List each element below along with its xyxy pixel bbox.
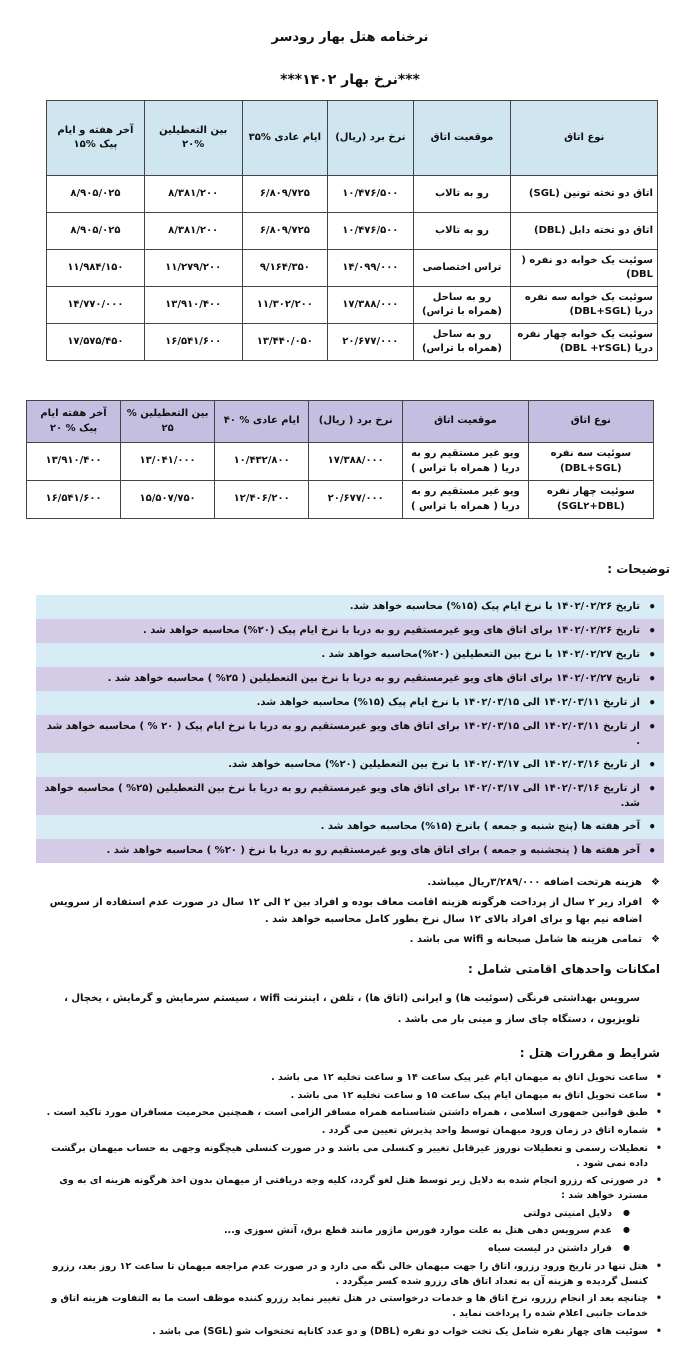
peak-rate: ۱۳/۹۱۰/۴۰۰ [27, 443, 121, 481]
list-item: ❖ تمامی هزینه ها شامل صبحانه و wifi می باشد . [40, 931, 660, 949]
header-peak: آخر هفته ایام پیک % ۲۰ [27, 401, 121, 443]
header-rack-rate: نرخ برد ( ریال) [309, 401, 403, 443]
room-type: سوئیت چهار نفره (SGL۲+DBL) [528, 481, 653, 519]
list-item: • تاریخ ۱۴۰۲/۰۲/۲۶ با نرخ ایام پیک (۱۵%) محاسبه خواهد شد. [36, 595, 664, 619]
amenities-text: سرویس بهداشتی فرنگی (سوئیت ها) و ایرانی (اتاق ها) ، تلفن ، اینترنت wifi ، سیستم سرمایش و گرمایش ، یخچال ، تلویزیون ، دستگاه چای ساز و مینی بار می باشد . [64, 993, 640, 1025]
list-item: • تاریخ ۱۴۰۲/۰۲/۲۷ با نرخ بین التعطیلین (۲۰%)محاسبه خواهد شد . [36, 643, 664, 667]
room-location: ویو غیر مستقیم رو به دریا ( همراه با تراس ) [403, 481, 528, 519]
room-type: اتاق دو تخته دابل (DBL) [511, 213, 658, 250]
rate-title: ***نرخ بهار ۱۴۰۲*** [280, 72, 420, 88]
normal-rate: ۶/۸۰۹/۷۲۵ [242, 176, 328, 213]
between-rate: ۱۶/۵۴۱/۶۰۰ [144, 324, 242, 361]
rules-list [34, 1071, 662, 1343]
list-item: • ساعت تحویل اتاق به میهمان ایام غیر پیک ساعت ۱۴ و ساعت تخلیه ۱۲ می باشد . [34, 1071, 662, 1086]
normal-rate: ۱۳/۴۴۰/۰۵۰ [242, 324, 328, 361]
room-type: سوئیت سه نفره (DBL+SGL) [528, 443, 653, 481]
header-location: موقعیت اتاق [403, 401, 528, 443]
header-between-holidays: بین التعطیلین % ۲۵ [121, 401, 215, 443]
rack-rate: ۱۰/۴۷۶/۵۰۰ [328, 213, 414, 250]
header-room-type: نوع اتاق [511, 101, 658, 176]
amenities-title: امکانات واحدهای اقامتی شامل : [468, 962, 660, 976]
header-room-type: نوع اتاق [528, 401, 653, 443]
list-item: • ساعت تحویل اتاق به میهمان ایام پیک ساعت ۱۵ و ساعت تخلیه ۱۲ می باشد . [34, 1089, 662, 1104]
list-item: ❖ هزینه هرتخت اضافه ۳/۲۸۹/۰۰۰ریال میباشد. [40, 874, 660, 892]
list-item: • آخر هفته ها ( پنجشنبه و جمعه ) برای اتاق های ویو غیرمستقیم رو به دریا با نرخ ( ۲۰% ) محاسبه خواهد شد . [36, 839, 664, 863]
room-location: رو به ساحل (همراه با تراس) [413, 324, 511, 361]
room-location: ویو غیر مستقیم رو به دریا ( همراه با تراس ) [403, 443, 528, 481]
normal-rate: ۱۲/۴۰۶/۲۰۰ [215, 481, 309, 519]
header-between-holidays: بین التعطیلین %۲۰ [144, 101, 242, 176]
normal-rate: ۱۰/۴۳۲/۸۰۰ [215, 443, 309, 481]
list-item [34, 1174, 662, 1257]
list-item: • هتل تنها در تاریخ ورود رزرو، اتاق را جهت میهمان خالی نگه می دارد و در صورت عدم مراجعه میهمان تا ساعت ۱۲ روز بعد، رزرو کنسل گردیده و هزینه آن به تعداد اتاق های رزرو شده کسر میگردد . [34, 1260, 662, 1289]
list-item: • چنانچه بعد از انجام رزرو، نرخ اتاق ها و خدمات درخواستی در هتل تغییر نماید رزرو کننده موظف است ما به التفاوت هزینه اتاق و خدمات جانبی اعلام شده را پرداخت نماید . [34, 1292, 662, 1321]
header-peak: آخر هفته و ایام پیک %۱۵ [47, 101, 145, 176]
room-type: اتاق دو تخته تونین (SGL) [511, 176, 658, 213]
list-item: • آخر هفته ها (پنج شنبه و جمعه ) بانرخ (۱۵%) محاسبه خواهد شد . [36, 815, 664, 839]
rack-rate: ۲۰/۶۷۷/۰۰۰ [328, 324, 414, 361]
rack-rate: ۱۷/۳۸۸/۰۰۰ [309, 443, 403, 481]
list-item: • از تاریخ ۱۴۰۲/۰۳/۱۶ الی ۱۴۰۲/۰۳/۱۷ با نرخ بین التعطیلین (۲۰%) محاسبه خواهد شد. [36, 753, 664, 777]
rack-rate: ۱۴/۰۹۹/۰۰۰ [328, 250, 414, 287]
list-item: • تعطیلات رسمی و تعطیلات نوروز غیرقابل تغییر و کنسلی می باشد و در صورت کنسلی هیچگونه وجهی به حساب میهمان برگشت داده نمی شود . [34, 1142, 662, 1171]
between-rate: ۸/۳۸۱/۲۰۰ [144, 176, 242, 213]
peak-rate: ۸/۹۰۵/۰۲۵ [47, 176, 145, 213]
rate-table-2 [26, 400, 654, 519]
list-item: • تاریخ ۱۴۰۲/۰۲/۲۶ برای اتاق های ویو غیرمستقیم رو به دریا با نرخ ایام پیک (۲۰%) محاسبه خواهد شد . [36, 619, 664, 643]
table-row [47, 213, 658, 250]
list-item: • سوئیت های چهار نفره شامل یک تخت خواب دو نفره (DBL) و دو عدد کاناپه تختخواب شو (SGL) می باشد . [34, 1325, 662, 1340]
list-item: ● دلایل امنیتی دولتی [34, 1207, 648, 1222]
room-location: تراس اختصاصی [413, 250, 511, 287]
header-normal-days: ایام عادی %۳۵ [242, 101, 328, 176]
normal-rate: ۶/۸۰۹/۷۲۵ [242, 213, 328, 250]
header-location: موقعیت اتاق [413, 101, 511, 176]
normal-rate: ۱۱/۳۰۲/۲۰۰ [242, 287, 328, 324]
table-header-row [27, 401, 654, 443]
table-header-row [47, 101, 658, 176]
peak-rate: ۸/۹۰۵/۰۲۵ [47, 213, 145, 250]
table-row [27, 481, 654, 519]
peak-rate: ۱۴/۷۷۰/۰۰۰ [47, 287, 145, 324]
rules-title: شرایط و مقررات هتل : [519, 1046, 660, 1060]
between-rate: ۸/۳۸۱/۲۰۰ [144, 213, 242, 250]
list-item: • طبق قوانین جمهوری اسلامی ، همراه داشتن شناسنامه همراه مسافر الزامی است ، همچنین محرمیت مسافران مورد تاکید است . [34, 1106, 662, 1121]
list-item: • تاریخ ۱۴۰۲/۰۲/۲۷ برای اتاق های ویو غیرمستقیم رو به دریا با نرخ بین التعطیلین ( ۲۵% ) محاسبه خواهد شد . [36, 667, 664, 691]
room-location: رو به تالاب [413, 176, 511, 213]
list-item: • شماره اتاق در زمان ورود میهمان توسط واحد پذیرش تعیین می گردد . [34, 1124, 662, 1139]
room-type: سوئیت یک خوابه چهار نفره دریا (DBL +۲SGL) [511, 324, 658, 361]
rack-rate: ۱۷/۳۸۸/۰۰۰ [328, 287, 414, 324]
table-row [47, 176, 658, 213]
between-rate: ۱۵/۵۰۷/۷۵۰ [121, 481, 215, 519]
list-item: ● عدم سرویس دهی هتل به علت موارد فورس ماژور مانند قطع برق، آتش سوزی و... [34, 1224, 648, 1239]
between-rate: ۱۳/۹۱۰/۴۰۰ [144, 287, 242, 324]
room-type: سوئیت یک خوابه سه نفره دریا (DBL+SGL) [511, 287, 658, 324]
table-row [47, 287, 658, 324]
list-item: • از تاریخ ۱۴۰۲/۰۳/۱۱ الی ۱۴۰۲/۰۳/۱۵ برای اتاق های ویو غیرمستقیم رو به دریا با نرخ ایام پیک ( ۲۰ % ) محاسبه خواهد شد . [36, 715, 664, 753]
peak-rate: ۱۱/۹۸۴/۱۵۰ [47, 250, 145, 287]
extras-list [40, 874, 660, 950]
rule-text: در صورتی که رزرو انجام شده به دلایل زیر توسط هتل لغو گردد، کلیه وجه دریافتی از میهمان بدون اخذ هرگونه هزینه ای به وی مسترد خواهد شد : [59, 1175, 648, 1202]
room-location: رو به تالاب [413, 213, 511, 250]
room-location: رو به ساحل (همراه با تراس) [413, 287, 511, 324]
peak-rate: ۱۶/۵۴۱/۶۰۰ [27, 481, 121, 519]
rack-rate: ۲۰/۶۷۷/۰۰۰ [309, 481, 403, 519]
peak-rate: ۱۷/۵۷۵/۴۵۰ [47, 324, 145, 361]
list-item: • از تاریخ ۱۴۰۲/۰۳/۱۶ الی ۱۴۰۲/۰۳/۱۷ برای اتاق های ویو غیرمستقیم رو به دریا با نرخ بین التعطیلین (۲۵% ) محاسبه خواهد شد. [36, 777, 664, 815]
normal-rate: ۹/۱۶۴/۳۵۰ [242, 250, 328, 287]
header-rack-rate: نرخ برد (ریال) [328, 101, 414, 176]
rate-table-1 [46, 100, 658, 361]
header-normal-days: ایام عادی % ۴۰ [215, 401, 309, 443]
between-rate: ۱۱/۲۷۹/۲۰۰ [144, 250, 242, 287]
rules-sublist [34, 1207, 648, 1257]
list-item: ❖ افراد زیر ۲ سال از پرداخت هرگونه هزینه اقامت معاف بوده و افراد بین ۲ الی ۱۲ سال در صورت عدم استفاده از سرویس اضافه نیم بها و برای افراد بالای ۱۲ سال نرخ بطور کامل محاسبه خواهد شد . [40, 894, 660, 929]
room-type: سوئیت یک خوابه دو نفره ( DBL) [511, 250, 658, 287]
notes-list [36, 595, 664, 863]
list-item: • از تاریخ ۱۴۰۲/۰۳/۱۱ الی ۱۴۰۲/۰۳/۱۵ با نرخ ایام پیک (۱۵%) محاسبه خواهد شد. [36, 691, 664, 715]
table-row [47, 250, 658, 287]
table-row [27, 443, 654, 481]
table-row [47, 324, 658, 361]
document-title: نرخنامه هتل بهار رودسر [271, 30, 429, 45]
rack-rate: ۱۰/۴۷۶/۵۰۰ [328, 176, 414, 213]
between-rate: ۱۳/۰۴۱/۰۰۰ [121, 443, 215, 481]
notes-title: توضیحات : [607, 562, 670, 576]
list-item: ● قرار داشتن در لیست سیاه [34, 1242, 648, 1257]
